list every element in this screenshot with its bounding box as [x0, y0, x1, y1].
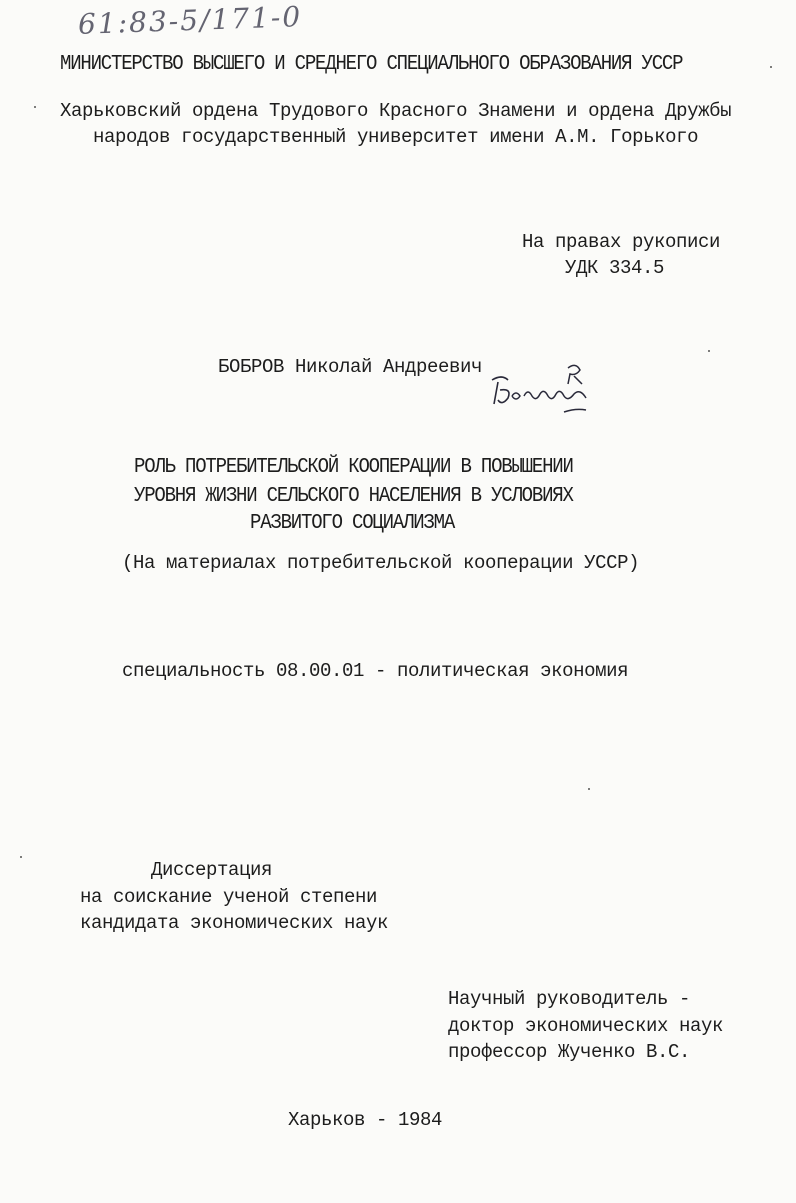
- advisor-line-1: Научный руководитель -: [448, 988, 691, 1010]
- university-line-2: народов государственный университет имени А.М. Горького: [93, 126, 699, 148]
- manuscript-rights: На правах рукописи: [522, 231, 721, 253]
- paper-speck: [588, 788, 590, 790]
- advisor-line-2: доктор экономических наук: [448, 1015, 724, 1037]
- specialty-line: специальность 08.00.01 - политическая экономия: [122, 660, 629, 682]
- paper-speck: [20, 856, 22, 858]
- advisor-line-3: профессор Жученко В.С.: [448, 1041, 691, 1063]
- university-line-1: Харьковский ордена Трудового Красного Знамени и ордена Дружбы: [60, 100, 732, 122]
- author-name: БОБРОВ Николай Андреевич: [218, 356, 483, 378]
- title-line-3: РАЗВИТОГО СОЦИАЛИЗМА: [250, 510, 455, 535]
- title-line-1: РОЛЬ ПОТРЕБИТЕЛЬСКОЙ КООПЕРАЦИИ В ПОВЫШЕНИИ: [134, 454, 573, 479]
- archive-number-handwritten: 61:83-5/171-0: [77, 0, 303, 41]
- paper-speck: [770, 66, 772, 68]
- dissertation-line-2: на соискание ученой степени: [80, 886, 378, 908]
- udk-code: УДК 334.5: [565, 257, 665, 279]
- dissertation-line-3: кандидата экономических наук: [80, 912, 389, 934]
- author-signature: [486, 360, 606, 420]
- place-year: Харьков - 1984: [288, 1109, 443, 1131]
- ministry-heading: МИНИСТЕРСТВО ВЫСШЕГО И СРЕДНЕГО СПЕЦИАЛЬНОГО ОБРАЗОВАНИЯ УССР: [60, 51, 683, 76]
- paper-speck: [34, 106, 36, 108]
- title-subtitle: (На материалах потребительской кооперации УССР): [122, 552, 640, 574]
- paper-speck: [708, 350, 710, 352]
- title-line-2: УРОВНЯ ЖИЗНИ СЕЛЬСКОГО НАСЕЛЕНИЯ В УСЛОВИЯХ: [134, 483, 573, 508]
- dissertation-line-1: Диссертация: [151, 859, 273, 881]
